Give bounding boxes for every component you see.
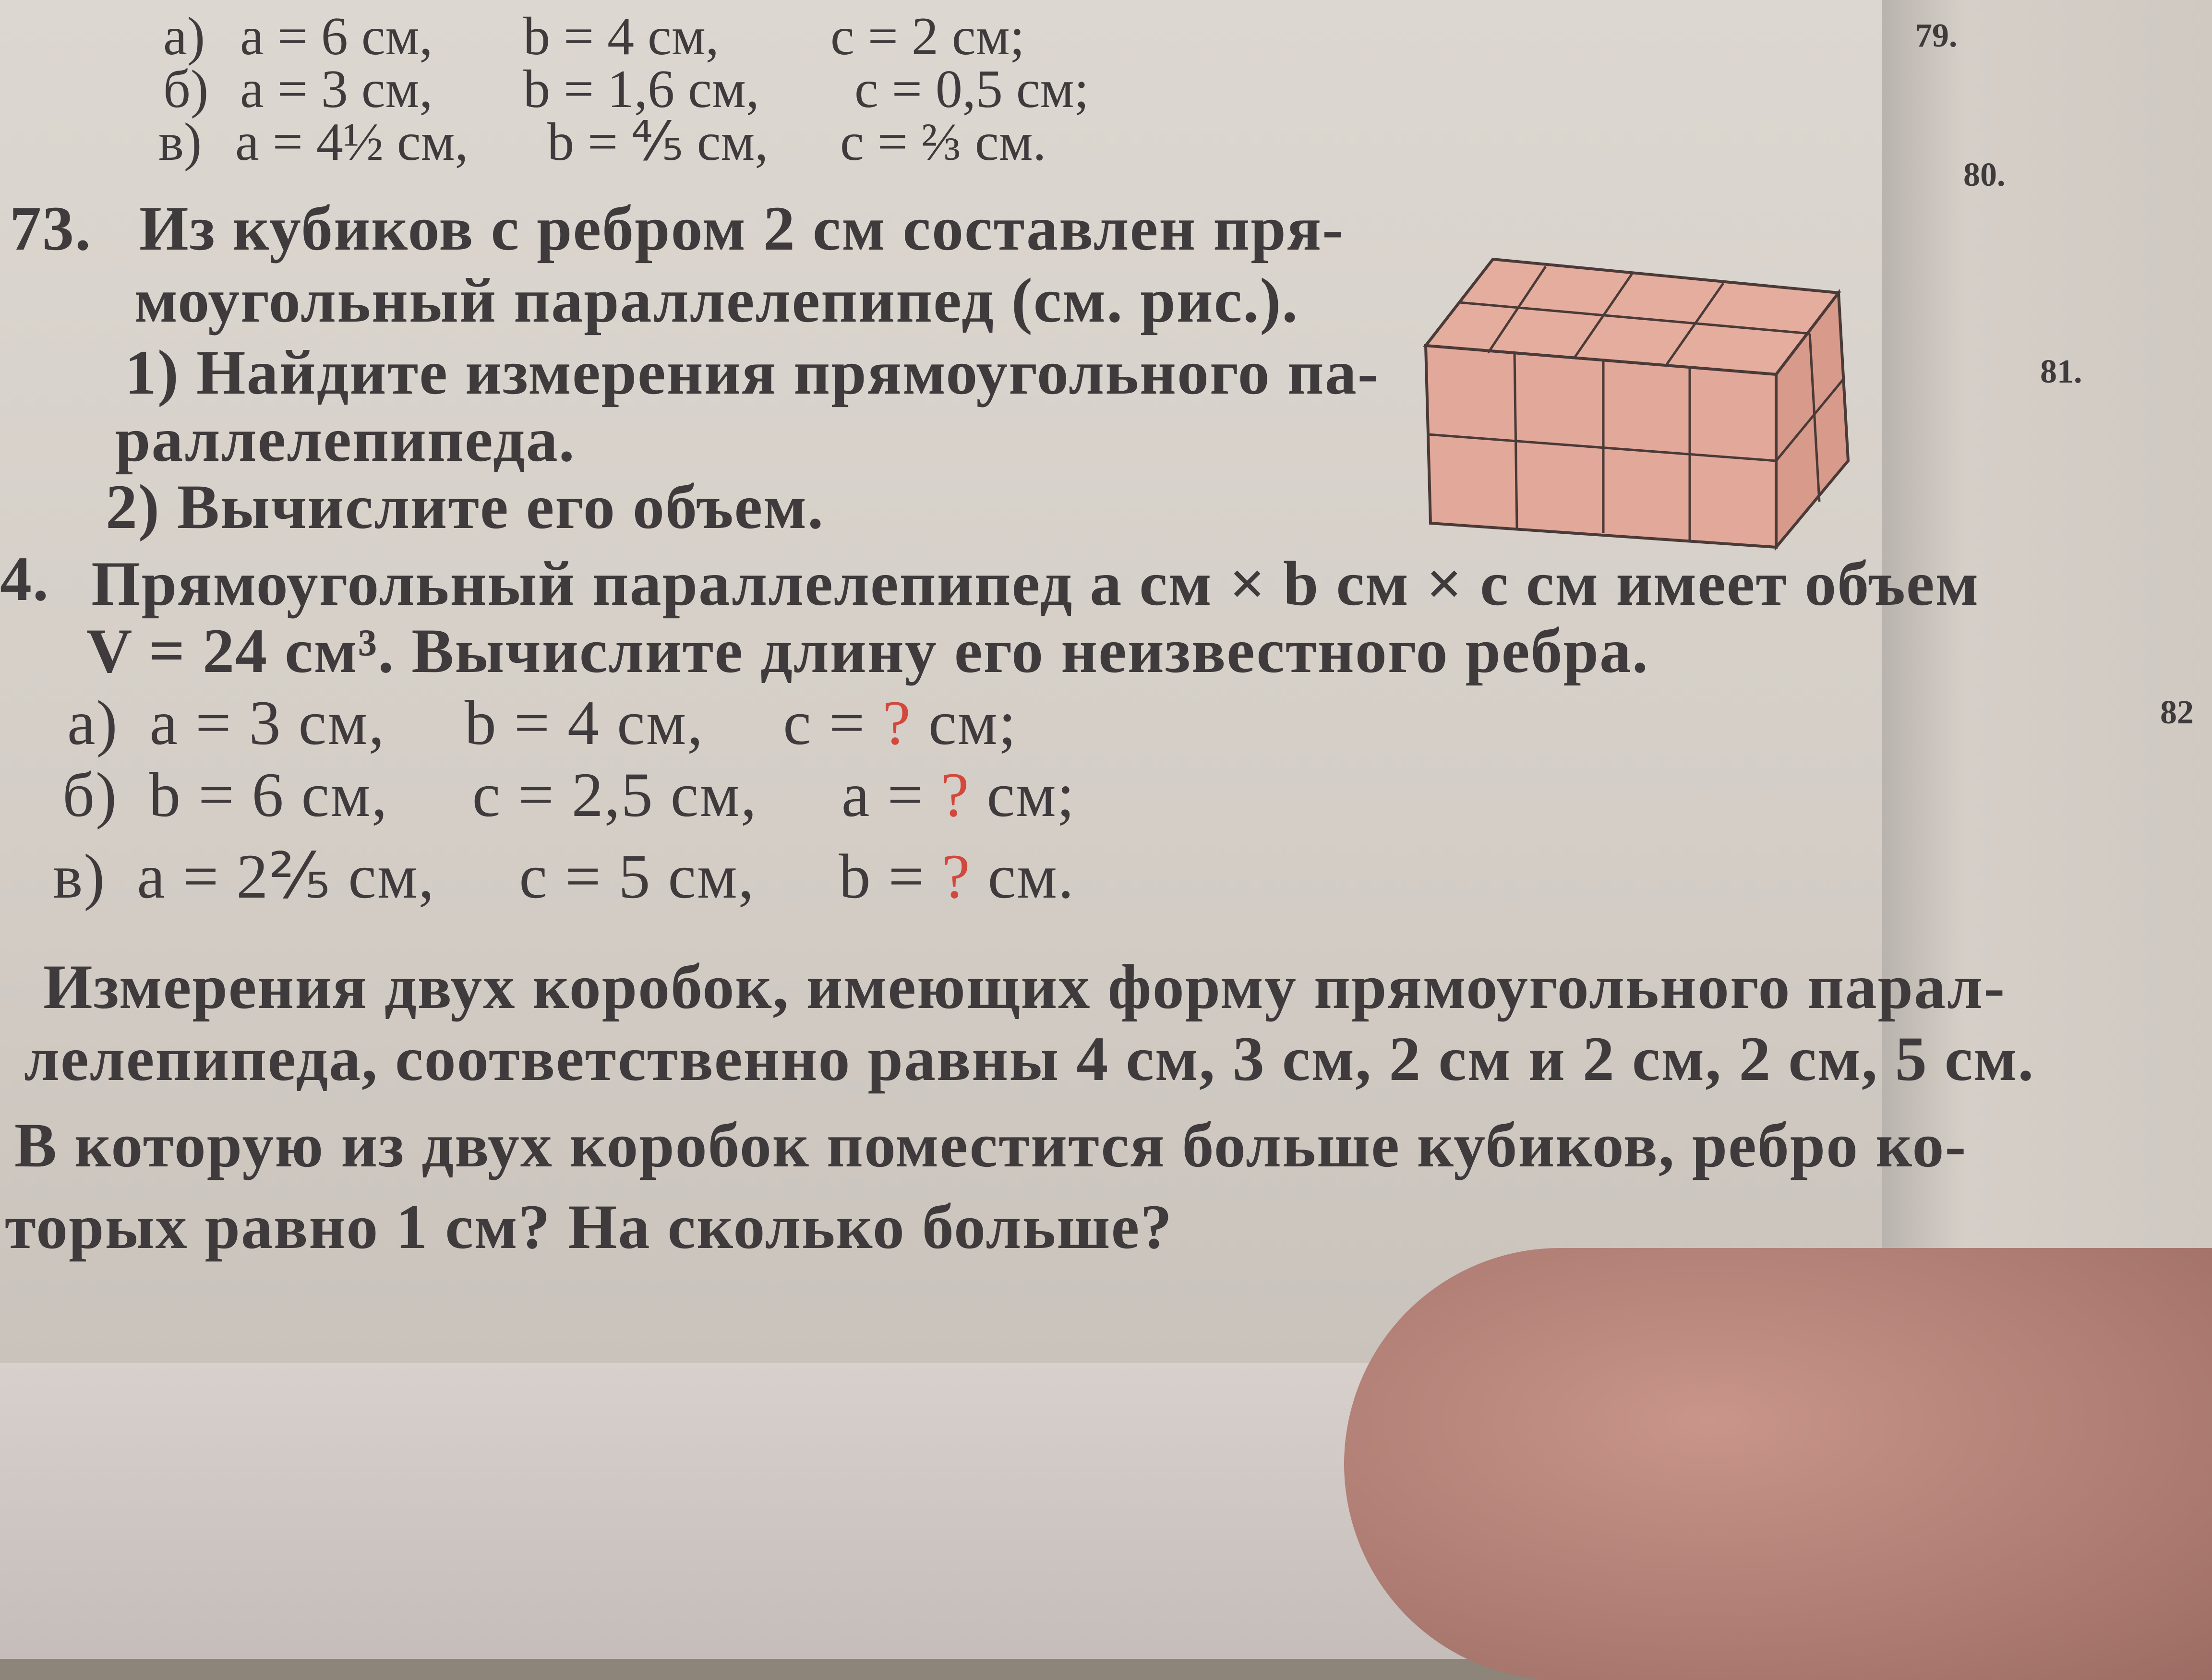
- param-2: c = 5 см,: [519, 841, 755, 912]
- unknown-mark: ?: [882, 687, 912, 758]
- param-3: a = ? см;: [841, 759, 1076, 830]
- problem-line: В которую из двух коробок поместится больше кубиков, ребро ко-: [14, 1110, 1967, 1180]
- answer-row: [53, 841, 1075, 912]
- problem-line: торых равно 1 см? На сколько больше?: [5, 1191, 1173, 1262]
- row-a-a: a = 6 см,: [240, 7, 433, 66]
- row-a-b: b = 4 см,: [523, 7, 719, 66]
- row-label: б): [62, 759, 118, 830]
- param-2: b = 4 см,: [464, 687, 704, 758]
- problem-line: V = 24 см³. Вычислите длину его неизвестного ребра.: [86, 615, 1649, 686]
- answer-row: [67, 687, 1017, 758]
- row-c-c: c = ⅔ см.: [840, 112, 1046, 172]
- answer-row: [62, 759, 1076, 830]
- problem-line: Из кубиков с ребром 2 см составлен пря-: [139, 193, 1345, 264]
- row-c-label: в): [158, 112, 202, 172]
- problem-line: Измерения двух коробок, имеющих форму прямоугольного парал-: [43, 951, 2006, 1022]
- param-1: b = 6 см,: [149, 759, 388, 830]
- row-a-label: а): [163, 7, 205, 66]
- exercise-number: 81.: [2040, 353, 2082, 390]
- unknown-mark: ?: [942, 841, 971, 912]
- unknown-mark: ?: [940, 759, 970, 830]
- param-3: c = ? см;: [783, 687, 1017, 758]
- row-b-a: a = 3 см,: [240, 60, 433, 119]
- problem-line: моугольный параллелепипед (см. рис.).: [134, 265, 1299, 336]
- problem-number: 73.: [10, 193, 92, 264]
- exercise-number: 79.: [1915, 17, 1958, 54]
- row-b-b: b = 1,6 см,: [523, 60, 759, 119]
- row-b-label: б): [163, 60, 209, 119]
- row-label: а): [67, 687, 119, 758]
- row-c-a: a = 4½ см,: [235, 112, 469, 172]
- exercise-number: 80.: [1963, 156, 2006, 193]
- row-c-b: b = ⅘ см,: [547, 112, 769, 172]
- param-2: c = 2,5 см,: [472, 759, 757, 830]
- cube-parallelepiped-figure: [1411, 240, 1872, 566]
- problem-number: 4.: [0, 543, 49, 614]
- exercise-number: 82: [2160, 694, 2194, 731]
- row-b-c: c = 0,5 см;: [854, 60, 1089, 119]
- param-3: b = ? см.: [839, 841, 1075, 912]
- problem-line: раллелепипеда.: [115, 404, 576, 475]
- param-1: a = 2⅖ см,: [137, 841, 435, 912]
- finger: [1344, 1248, 2212, 1680]
- param-1: a = 3 см,: [149, 687, 385, 758]
- row-a-c: c = 2 см;: [830, 7, 1025, 66]
- row-label: в): [53, 841, 106, 912]
- problem-line: 2) Вычислите его объем.: [106, 471, 825, 542]
- problem-line: Прямоугольный параллелепипед a см × b см × c см имеет объем: [91, 548, 1980, 619]
- problem-line: 1) Найдите измерения прямоугольного па-: [125, 337, 1380, 408]
- problem-line: лелепипеда, соответственно равны 4 см, 3 см, 2 см и 2 см, 2 см, 5 см.: [24, 1023, 2035, 1094]
